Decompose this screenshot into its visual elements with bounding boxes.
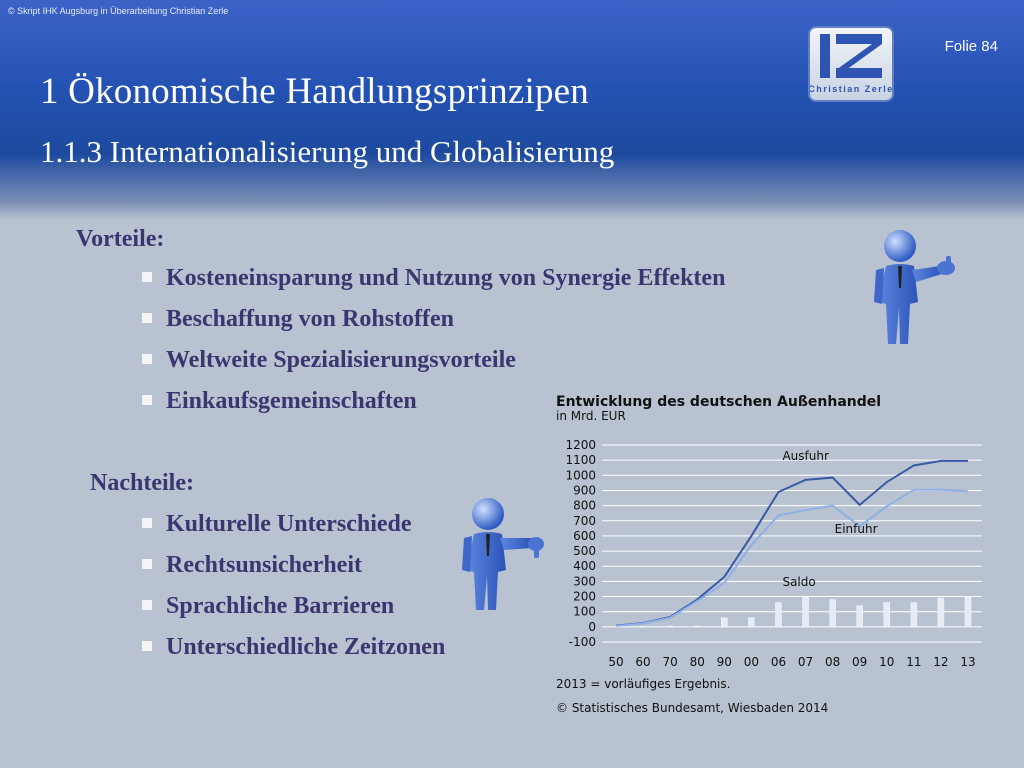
advantage-item: Einkaufsgemeinschaften: [142, 388, 417, 415]
y-tick-label: 300: [573, 574, 596, 589]
series-label-einfuhr: Einfuhr: [834, 521, 878, 536]
x-tick-label: 50: [608, 655, 624, 669]
y-tick-label: 200: [573, 589, 596, 604]
slide-number: Folie 84: [944, 38, 998, 55]
saldo-bar: [965, 597, 971, 627]
disadvantage-item: Unterschiedliche Zeitzonen: [142, 634, 445, 661]
y-tick-label: 100: [573, 604, 596, 619]
disadvantage-item: Sprachliche Barrieren: [142, 593, 394, 620]
series-label-saldo: Saldo: [782, 574, 816, 589]
x-tick-label: 90: [716, 655, 732, 669]
saldo-bar: [667, 626, 673, 627]
bullet-icon: [142, 272, 152, 282]
saldo-bar: [830, 600, 836, 627]
disadvantages-heading: Nachteile:: [90, 470, 194, 496]
x-tick-label: 13: [960, 655, 976, 669]
advantages-heading: Vorteile:: [76, 226, 165, 252]
x-tick-label: 10: [879, 655, 895, 669]
logo-text: Christian Zerle: [810, 84, 892, 94]
x-tick-label: 12: [933, 655, 949, 669]
y-tick-label: 700: [573, 513, 596, 528]
page-subtitle: 1.1.3 Internationalisierung und Globalisierung: [40, 134, 615, 169]
bullet-icon: [142, 641, 152, 651]
series-label-ausfuhr: Ausfuhr: [782, 449, 829, 464]
x-tick-label: 09: [852, 655, 868, 669]
trade-chart: [520, 388, 990, 728]
x-tick-label: 60: [635, 655, 651, 669]
y-tick-label: -100: [568, 635, 596, 649]
series-line-ausfuhr: [616, 461, 968, 626]
chart-source: © Statistisches Bundesamt, Wiesbaden 2014: [556, 701, 829, 715]
bullet-icon: [142, 600, 152, 610]
logo: [808, 26, 894, 102]
chart-title: Entwicklung des deutschen Außenhandel: [556, 394, 882, 410]
chart-subtitle: in Mrd. EUR: [556, 409, 626, 423]
y-tick-label: 500: [573, 544, 596, 559]
x-tick-label: 70: [662, 655, 678, 669]
saldo-bar: [803, 597, 809, 627]
y-tick-label: 600: [573, 528, 596, 543]
x-tick-label: 07: [797, 655, 814, 669]
x-tick-label: 80: [689, 655, 705, 669]
saldo-bar: [911, 603, 917, 627]
saldo-bar: [694, 626, 700, 627]
y-tick-label: 400: [573, 559, 596, 574]
advantage-item: Kosteneinsparung und Nutzung von Synergie Effekten: [142, 265, 725, 292]
copyright-text: © Skript IHK Augsburg in Überarbeitung Christian Zerle: [8, 6, 229, 16]
x-tick-label: 08: [824, 655, 841, 669]
y-tick-label: 1200: [565, 438, 596, 452]
y-tick-label: 900: [573, 483, 596, 498]
bullet-icon: [142, 313, 152, 323]
bullet-icon: [142, 518, 152, 528]
saldo-bar: [775, 603, 781, 627]
saldo-bar: [748, 618, 754, 627]
thumbs-up-figure-icon: [866, 226, 958, 346]
page-title: 1 Ökonomische Handlungsprinzipen: [40, 71, 589, 112]
x-tick-label: 11: [906, 655, 922, 669]
y-tick-label: 1100: [565, 453, 596, 468]
saldo-bar: [721, 618, 727, 627]
y-tick-label: 800: [573, 498, 596, 513]
disadvantage-item: Rechtsunsicherheit: [142, 552, 362, 579]
saldo-bar: [884, 603, 890, 627]
advantage-item: Weltweite Spezialisierungsvorteile: [142, 347, 516, 374]
x-tick-label: 00: [743, 655, 760, 669]
chart-note: 2013 = vorläufiges Ergebnis.: [556, 677, 731, 691]
y-tick-label: 0: [588, 619, 596, 634]
x-tick-label: 06: [770, 655, 787, 669]
bullet-icon: [142, 559, 152, 569]
saldo-bar: [857, 606, 863, 627]
bullet-icon: [142, 395, 152, 405]
advantage-item: Beschaffung von Rohstoffen: [142, 306, 454, 333]
saldo-bar: [938, 598, 944, 627]
y-tick-label: 1000: [565, 468, 596, 483]
bullet-icon: [142, 354, 152, 364]
disadvantage-item: Kulturelle Unterschiede: [142, 511, 412, 538]
